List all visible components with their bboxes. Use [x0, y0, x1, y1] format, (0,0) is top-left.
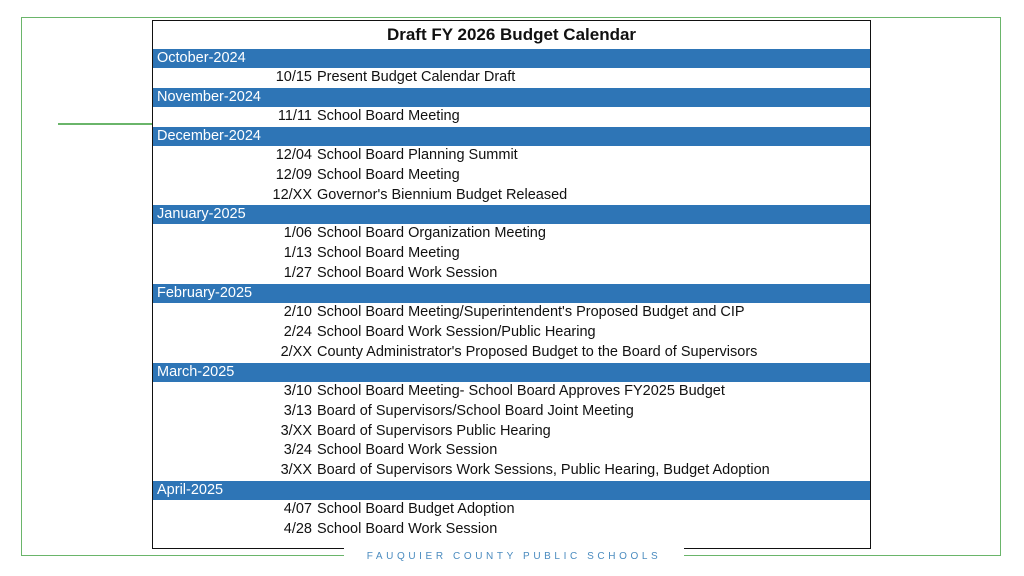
event-row	[153, 186, 870, 206]
event-description: School Board Meeting/Superintendent's Proposed Budget and CIP	[317, 304, 745, 321]
event-date: 12/XX	[272, 186, 312, 203]
month-header: October-2024	[153, 49, 870, 68]
event-description: School Board Budget Adoption	[317, 501, 515, 518]
event-date: 2/XX	[280, 343, 312, 360]
event-date: 11/11	[277, 107, 312, 124]
event-date: 4/07	[283, 501, 312, 518]
event-date: 3/13	[283, 402, 312, 419]
event-row	[153, 107, 870, 127]
event-date: 2/10	[283, 304, 312, 321]
event-row	[153, 323, 870, 343]
event-row	[153, 224, 870, 244]
event-date: 2/24	[283, 324, 312, 341]
event-description: School Board Meeting	[317, 245, 460, 262]
month-header: December-2024	[153, 127, 870, 146]
month-header: April-2025	[153, 481, 870, 500]
event-row	[153, 68, 870, 88]
event-description: School Board Meeting	[317, 107, 460, 124]
event-description: Board of Supervisors Public Hearing	[317, 422, 551, 439]
event-description: School Board Work Session/Public Hearing	[317, 324, 596, 341]
event-date: 3/XX	[280, 422, 312, 439]
event-row	[153, 146, 870, 166]
calendar-title: Draft FY 2026 Budget Calendar	[386, 25, 637, 44]
event-date: 10/15	[275, 69, 312, 85]
accent-line	[58, 123, 154, 125]
event-row	[153, 500, 870, 520]
event-row	[153, 461, 870, 481]
event-row	[153, 166, 870, 186]
event-date: 12/09	[275, 166, 312, 183]
event-description: Board of Supervisors Work Sessions, Public Hearing, Budget Adoption	[317, 462, 770, 479]
month-header: January-2025	[153, 205, 870, 224]
event-description: County Administrator's Proposed Budget to the Board of Supervisors	[317, 343, 758, 360]
event-description: School Board Meeting- School Board Approves FY2025 Budget	[317, 382, 725, 399]
event-date: 1/06	[283, 225, 312, 242]
event-description: School Board Planning Summit	[317, 146, 518, 163]
event-row	[153, 264, 870, 284]
event-description: Board of Supervisors/School Board Joint Meeting	[317, 402, 634, 419]
month-header: March-2025	[153, 363, 870, 382]
event-date: 1/13	[283, 245, 312, 262]
calendar-body	[153, 49, 870, 540]
budget-calendar-table	[152, 20, 871, 549]
event-description: School Board Work Session	[317, 521, 498, 538]
event-description: School Board Meeting	[317, 166, 460, 183]
event-row	[153, 441, 870, 461]
event-description: School Board Work Session	[317, 442, 498, 459]
event-row	[153, 520, 870, 540]
event-row	[153, 244, 870, 264]
month-header: February-2025	[153, 284, 870, 303]
event-date: 1/27	[283, 265, 312, 282]
event-row	[153, 343, 870, 363]
event-row	[153, 382, 870, 402]
event-date: 12/04	[275, 146, 312, 163]
footer-organization: FAUQUIER COUNTY PUBLIC SCHOOLS	[366, 551, 662, 562]
event-row	[153, 422, 870, 442]
event-description: School Board Organization Meeting	[317, 225, 546, 242]
event-date: 3/24	[283, 442, 312, 459]
event-date: 3/XX	[280, 462, 312, 479]
event-description: Present Budget Calendar Draft	[317, 69, 516, 85]
event-date: 4/28	[283, 521, 312, 538]
event-row	[153, 303, 870, 323]
month-header: November-2024	[153, 88, 870, 107]
event-row	[153, 402, 870, 422]
event-description: School Board Work Session	[317, 265, 498, 282]
event-date: 3/10	[283, 382, 312, 399]
event-description: Governor's Biennium Budget Released	[317, 186, 568, 203]
